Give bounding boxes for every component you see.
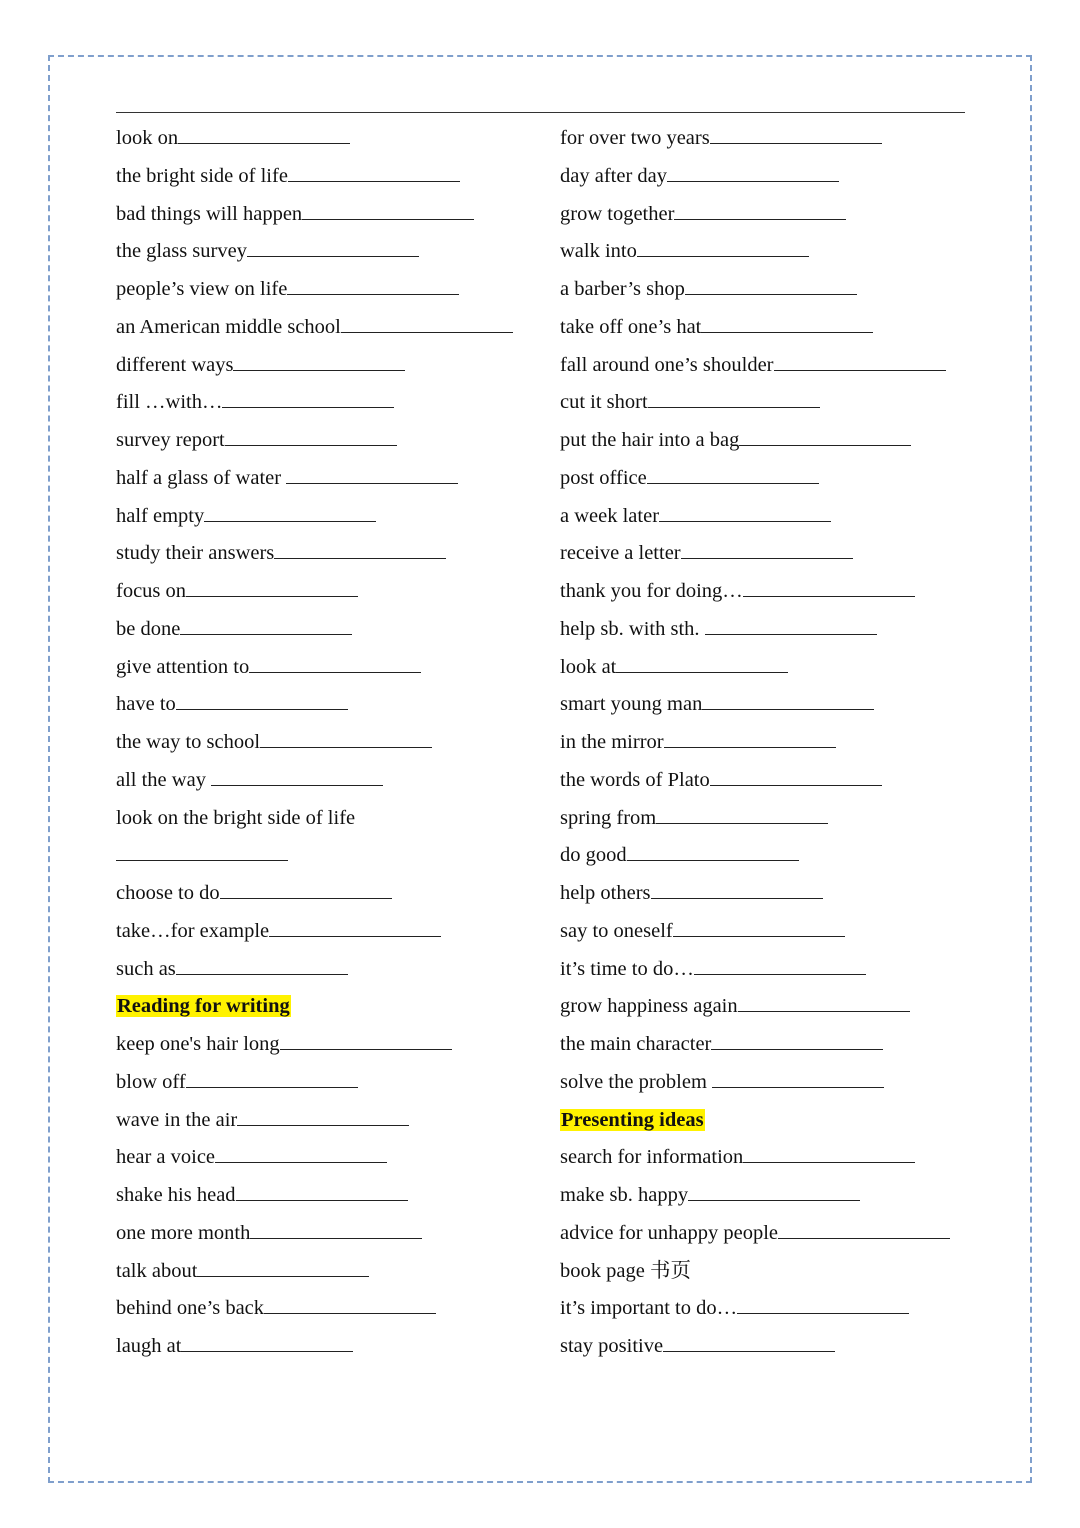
- phrase-row: [560, 951, 950, 989]
- phrase-row: [560, 1026, 950, 1064]
- answer-blank: [743, 1162, 915, 1163]
- phrase-text: solve the problem: [560, 1070, 713, 1093]
- phrase-text: take…for example: [116, 919, 270, 942]
- phrase-row: [560, 611, 950, 649]
- answer-blank: [274, 558, 446, 559]
- phrase-row: [116, 762, 513, 800]
- phrase-row: [116, 1102, 513, 1140]
- top-rule: [116, 112, 965, 113]
- phrase-row: [116, 1177, 513, 1215]
- phrase-text: be done: [116, 617, 181, 640]
- phrase-row: [116, 347, 513, 385]
- phrase-row: [116, 1253, 513, 1291]
- answer-blank: [738, 1011, 910, 1012]
- phrase-text: help sb. with sth.: [560, 617, 705, 640]
- phrase-row: [116, 1139, 513, 1177]
- answer-blank: [186, 596, 358, 597]
- phrase-text: have to: [116, 693, 176, 716]
- answer-blank: [269, 936, 441, 937]
- section-heading: [116, 988, 513, 1026]
- phrase-row: [560, 196, 950, 234]
- phrase-text: half a glass of water: [116, 466, 287, 489]
- phrase-text: half empty: [116, 504, 205, 527]
- answer-blank: [627, 860, 799, 861]
- answer-blank: [237, 1125, 409, 1126]
- phrase-text: the main character: [560, 1033, 712, 1055]
- phrase-text: focus on: [116, 580, 187, 602]
- phrase-row: [116, 460, 513, 498]
- answer-blank: [180, 634, 352, 635]
- phrase-row: [116, 233, 513, 271]
- answer-blank: [302, 219, 474, 220]
- phrase-text: Reading for writing: [117, 995, 290, 1018]
- phrase-row: [116, 800, 513, 838]
- phrase-text: one more month: [116, 1221, 251, 1244]
- phrase-row: [560, 498, 950, 536]
- phrase-row: [560, 1328, 950, 1366]
- answer-blank: [616, 672, 788, 673]
- answer-blank: [288, 181, 460, 182]
- phrase-row: [560, 837, 950, 875]
- answer-blank: [701, 332, 873, 333]
- phrase-row: [116, 535, 513, 573]
- phrase-text: wave in the air: [116, 1108, 238, 1131]
- answer-blank: [647, 483, 819, 484]
- phrase-row: [116, 309, 513, 347]
- answer-blank: [116, 860, 288, 861]
- phrase-text: smart young man: [560, 693, 703, 716]
- phrase-row: [560, 535, 950, 573]
- phrase-row: [116, 158, 513, 196]
- phrase-text: receive a letter: [560, 542, 681, 565]
- phrase-row: [560, 1290, 950, 1328]
- phrase-row: [560, 460, 950, 498]
- answer-blank: [225, 445, 397, 446]
- phrase-text: walk into: [560, 240, 637, 263]
- phrase-row: [560, 158, 950, 196]
- phrase-text: give attention to: [116, 655, 250, 678]
- phrase-row: [560, 649, 950, 687]
- answer-blank: [737, 1313, 909, 1314]
- phrase-text: say to oneself: [560, 919, 673, 942]
- answer-blank: [211, 785, 383, 786]
- phrase-row: [560, 347, 950, 385]
- phrase-text: put the hair into a bag: [560, 429, 740, 451]
- phrase-row: [116, 1215, 513, 1253]
- answer-blank: [685, 294, 857, 295]
- phrase-text: a barber’s shop: [560, 278, 685, 300]
- phrase-text: laugh at: [116, 1335, 182, 1357]
- answer-blank: [681, 558, 853, 559]
- phrase-text: an American middle school: [116, 315, 341, 338]
- phrase-text: book page 书页: [560, 1259, 691, 1282]
- phrase-row: [116, 196, 513, 234]
- phrase-row: [116, 498, 513, 536]
- phrase-row: [560, 686, 950, 724]
- phrase-text: behind one’s back: [116, 1297, 265, 1320]
- phrase-text: fill …with…: [116, 391, 223, 414]
- phrase-text: grow together: [560, 202, 675, 225]
- phrase-text: post office: [560, 466, 647, 489]
- phrase-row: [116, 913, 513, 951]
- answer-blank: [710, 143, 882, 144]
- phrase-row: [560, 233, 950, 271]
- phrase-text: day after day: [560, 164, 667, 187]
- answer-blank: [663, 1351, 835, 1352]
- phrase-text: advice for unhappy people: [560, 1221, 779, 1244]
- phrase-text: stay positive: [560, 1335, 664, 1357]
- phrase-row: [560, 724, 950, 762]
- phrase-row: [560, 1215, 950, 1253]
- phrase-text: cut it short: [560, 391, 648, 414]
- phrase-text: help others: [560, 882, 651, 904]
- phrase-text: look on: [116, 127, 179, 149]
- answer-blank: [250, 1238, 422, 1239]
- answer-blank: [774, 370, 946, 371]
- phrase-row: [116, 573, 513, 611]
- phrase-row: [560, 384, 950, 422]
- phrase-text: thank you for doing…: [560, 580, 743, 602]
- answer-blank: [651, 898, 823, 899]
- section-heading: [560, 1102, 950, 1140]
- phrase-row: [116, 649, 513, 687]
- phrase-text: keep one's hair long: [116, 1033, 280, 1055]
- phrase-text: do good: [560, 844, 627, 867]
- answer-blank: [222, 407, 394, 408]
- phrase-text: hear a voice: [116, 1146, 216, 1169]
- answer-blank: [287, 294, 459, 295]
- phrase-row: [116, 120, 513, 158]
- phrase-text: take off one’s hat: [560, 315, 702, 338]
- phrase-text: it’s time to do…: [560, 957, 694, 980]
- answer-blank: [688, 1200, 860, 1201]
- answer-blank: [674, 219, 846, 220]
- phrase-text: spring from: [560, 806, 657, 829]
- phrase-row: [560, 1177, 950, 1215]
- answer-blank: [264, 1313, 436, 1314]
- answer-blank: [233, 370, 405, 371]
- phrase-text: Presenting ideas: [561, 1108, 704, 1131]
- phrase-row: [560, 762, 950, 800]
- phrase-text: study their answers: [116, 542, 275, 565]
- phrase-row: [116, 837, 513, 875]
- phrase-row: [560, 1253, 950, 1291]
- left-column: [116, 120, 513, 1366]
- phrase-text: people’s view on life: [116, 278, 288, 300]
- answer-blank: [743, 596, 915, 597]
- answer-blank: [176, 709, 348, 710]
- answer-blank: [204, 521, 376, 522]
- phrase-row: [560, 422, 950, 460]
- answer-blank: [215, 1162, 387, 1163]
- phrase-row: [560, 913, 950, 951]
- answer-blank: [286, 483, 458, 484]
- phrase-text: grow happiness again: [560, 995, 738, 1018]
- answer-blank: [181, 1351, 353, 1352]
- phrase-text: blow off: [116, 1070, 186, 1093]
- phrase-text: such as: [116, 957, 176, 980]
- phrase-text: the bright side of life: [116, 164, 288, 187]
- phrase-row: [116, 724, 513, 762]
- phrase-text: look at: [560, 655, 617, 678]
- phrase-row: [560, 875, 950, 913]
- answer-blank: [664, 747, 836, 748]
- answer-blank: [260, 747, 432, 748]
- answer-blank: [656, 823, 828, 824]
- phrase-row: [116, 875, 513, 913]
- phrase-row: [560, 1064, 950, 1102]
- phrase-text: a week later: [560, 504, 660, 527]
- answer-blank: [637, 256, 809, 257]
- answer-blank: [659, 521, 831, 522]
- phrase-row: [116, 1328, 513, 1366]
- phrase-row: [560, 988, 950, 1026]
- phrase-text: the words of Plato: [560, 768, 710, 791]
- answer-blank: [694, 974, 866, 975]
- phrase-text: look on the bright side of life: [116, 806, 356, 829]
- phrase-text: in the mirror: [560, 731, 664, 753]
- phrase-text: for over two years: [560, 127, 710, 149]
- phrase-row: [560, 1139, 950, 1177]
- answer-blank: [778, 1238, 950, 1239]
- phrase-text: choose to do: [116, 882, 220, 904]
- answer-blank: [673, 936, 845, 937]
- phrase-row: [116, 1064, 513, 1102]
- answer-blank: [341, 332, 513, 333]
- answer-blank: [739, 445, 911, 446]
- phrase-text: shake his head: [116, 1184, 236, 1206]
- answer-blank: [705, 634, 877, 635]
- answer-blank: [667, 181, 839, 182]
- answer-blank: [710, 785, 882, 786]
- phrase-row: [560, 271, 950, 309]
- answer-blank: [648, 407, 820, 408]
- phrase-text: different ways: [116, 353, 234, 376]
- phrase-row: [116, 1026, 513, 1064]
- phrase-text: all the way: [116, 768, 212, 791]
- phrase-text: the way to school: [116, 731, 261, 753]
- phrase-text: it’s important to do…: [560, 1297, 738, 1320]
- phrase-text: survey report: [116, 429, 225, 451]
- phrase-row: [116, 1290, 513, 1328]
- phrase-row: [116, 271, 513, 309]
- answer-blank: [712, 1087, 884, 1088]
- phrase-row: [116, 611, 513, 649]
- answer-blank: [280, 1049, 452, 1050]
- answer-blank: [176, 974, 348, 975]
- answer-blank: [702, 709, 874, 710]
- answer-blank: [249, 672, 421, 673]
- answer-blank: [197, 1276, 369, 1277]
- right-column: [560, 120, 950, 1366]
- phrase-text: the glass survey: [116, 240, 247, 263]
- phrase-text: fall around one’s shoulder: [560, 353, 774, 376]
- phrase-row: [560, 573, 950, 611]
- phrase-row: [116, 951, 513, 989]
- phrase-row: [560, 800, 950, 838]
- phrase-row: [560, 120, 950, 158]
- phrase-text: bad things will happen: [116, 202, 303, 225]
- answer-blank: [186, 1087, 358, 1088]
- phrase-row: [116, 686, 513, 724]
- phrase-row: [116, 384, 513, 422]
- answer-blank: [178, 143, 350, 144]
- answer-blank: [711, 1049, 883, 1050]
- phrase-text: make sb. happy: [560, 1184, 689, 1206]
- answer-blank: [220, 898, 392, 899]
- phrase-text: talk about: [116, 1259, 198, 1282]
- answer-blank: [247, 256, 419, 257]
- phrase-row: [116, 422, 513, 460]
- phrase-text: search for information: [560, 1146, 744, 1169]
- phrase-row: [560, 309, 950, 347]
- answer-blank: [236, 1200, 408, 1201]
